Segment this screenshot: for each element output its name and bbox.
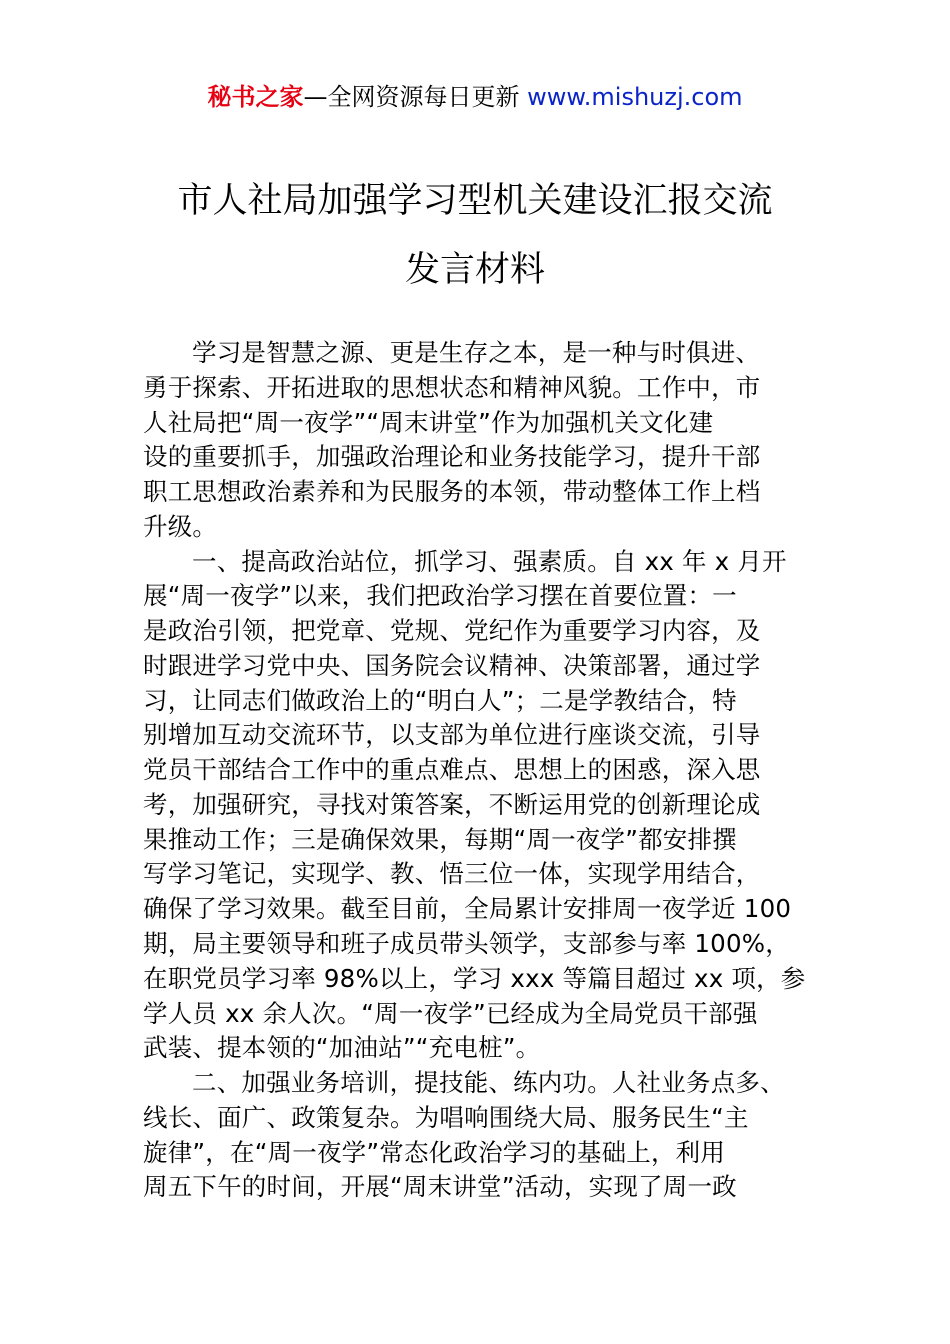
body-line: 在职党员学习率 98%以上，学习 xxx 等篇目超过 xx 项，参 (143, 963, 806, 993)
site-url[interactable]: www.mishuzj.com (527, 83, 743, 111)
body-line: 考，加强研究，寻找对策答案，不断运用党的创新理论成 (143, 789, 761, 819)
body-line: 党员干部结合工作中的重点难点、思想上的困惑，深入思 (143, 755, 761, 785)
body-line: 时跟进学习党中央、国务院会议精神、决策部署，通过学 (143, 650, 761, 680)
document-title-line-2: 发言材料 (404, 250, 545, 290)
body-line: 习，让同志们做政治上的“明白人”；二是学教结合，特 (143, 685, 737, 715)
body-line: 学人员 xx 余人次。“周一夜学”已经成为全局党员干部强 (143, 998, 758, 1028)
body-line: 学习是智慧之源、更是生存之本，是一种与时俱进、 (192, 338, 761, 367)
body-line: 人社局把“周一夜学”“周末讲堂”作为加强机关文化建 (143, 407, 714, 437)
document-body (143, 336, 808, 1205)
body-line: 线长、面广、政策复杂。为唱响围绕大局、服务民生“主 (143, 1102, 749, 1132)
brand-name: 秘书之家 (207, 83, 304, 111)
body-line: 果推动工作；三是确保效果，每期“周一夜学”都安排撰 (143, 824, 737, 854)
body-line: 职工思想政治素养和为民服务的本领，带动整体工作上档 (143, 477, 761, 507)
document-title-line-1: 市人社局加强学习型机关建设汇报交流 (177, 181, 773, 221)
body-line: 升级。 (143, 511, 218, 541)
body-line: 武装、提本领的“加油站”“充电桩”。 (143, 1033, 541, 1063)
body-line: 设的重要抓手，加强政治理论和业务技能学习，提升干部 (143, 442, 761, 472)
site-header (0, 80, 950, 114)
body-line: 期，局主要领导和班子成员带头领学，支部参与率 100%， (143, 929, 790, 959)
header-tagline: —全网资源每日更新 (303, 83, 528, 111)
body-line: 一、提高政治站位，抓学习、强素质。自 xx 年 x 月开 (192, 546, 787, 576)
body-line: 旋律”，在“周一夜学”常态化政治学习的基础上，利用 (143, 1137, 726, 1167)
body-line: 二、加强业务培训，提技能、练内功。人社业务点多、 (192, 1068, 785, 1098)
body-line: 展“周一夜学”以来，我们把政治学习摆在首要位置：一 (143, 581, 737, 611)
body-line: 周五下午的时间，开展“周末讲堂”活动，实现了周一政 (143, 1172, 737, 1202)
body-line: 是政治引领，把党章、党规、党纪作为重要学习内容，及 (143, 616, 761, 646)
body-line: 勇于探索、开拓进取的思想状态和精神风貌。工作中，市 (143, 372, 761, 402)
body-line: 写学习笔记，实现学、教、悟三位一体，实现学用结合， (143, 859, 761, 889)
body-line: 确保了学习效果。截至目前，全局累计安排周一夜学近 100 (143, 894, 792, 924)
body-line: 别增加互动交流环节，以支部为单位进行座谈交流，引导 (143, 720, 761, 750)
